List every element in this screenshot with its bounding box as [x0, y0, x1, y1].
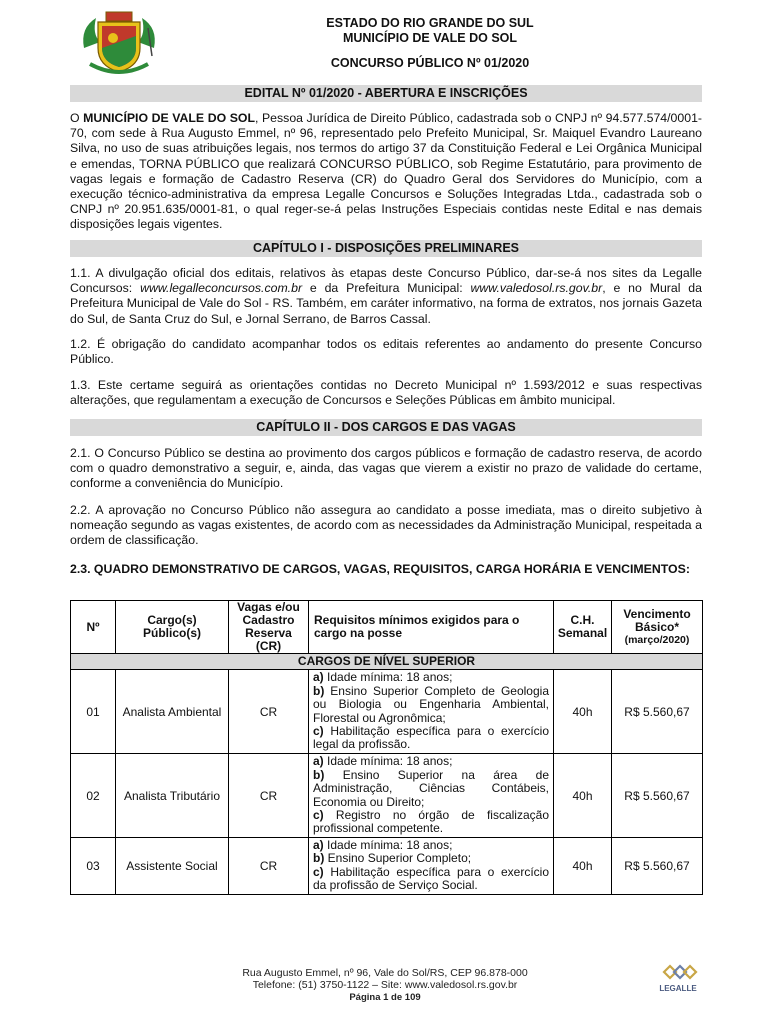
legalle-logo-text: LEGALLE	[659, 984, 697, 993]
row-vagas: CR	[229, 670, 309, 754]
req-b	[313, 852, 549, 865]
req-b-text: Ensino Superior Completo;	[324, 851, 472, 866]
req-c-label: c)	[313, 723, 324, 738]
req-a	[313, 671, 549, 684]
req-a-text: Idade mínima: 18 anos;	[323, 838, 453, 852]
req-c-text: Habilitação específica para o exercício da profissão de Serviço Social.	[313, 864, 549, 893]
req-a-label: a)	[313, 754, 324, 769]
row-vagas: CR	[229, 754, 309, 838]
state-heading: ESTADO DO RIO GRANDE DO SUL	[326, 16, 534, 30]
header-vencimento-label: Vencimento Básico*	[623, 606, 691, 634]
req-b-label: b)	[313, 851, 325, 866]
row-requisitos	[309, 754, 554, 838]
page-number: Página 1 de 109	[349, 992, 421, 1003]
row-requisitos	[309, 838, 554, 895]
req-c	[313, 809, 549, 836]
municipality-heading: MUNICÍPIO DE VALE DO SOL	[342, 31, 518, 45]
intro-paragraph	[70, 111, 702, 233]
paragraph-1-3: 1.3. Este certame seguirá as orientações contidas no Decreto Municipal nº 1.593/2012 e suas respectivas alterações, que regulamentam a execução de Concursos e Seleções Públicas em âmbito municipal.	[70, 378, 702, 408]
row-vencimento: R$ 5.560,67	[612, 670, 703, 754]
header-cargo: Cargo(s) Público(s)	[116, 601, 229, 654]
paragraph-1-2: 1.2. É obrigação do candidato acompanhar todos os editais referentes ao andamento do presente Concurso Público.	[70, 337, 702, 367]
row-cargo: Analista Ambiental	[116, 670, 229, 754]
req-c	[313, 725, 549, 752]
table-row	[71, 754, 703, 838]
p11-text-b: e da Prefeitura Municipal:	[302, 281, 471, 296]
chapter-2-title-band: CAPÍTULO II - DOS CARGOS E DAS VAGAS	[70, 419, 702, 436]
req-b-label: b)	[313, 767, 325, 782]
row-requisitos	[309, 670, 554, 754]
paragraph-2-1: 2.1. O Concurso Público se destina ao provimento dos cargos públicos e formação de cadastro reserva, de acordo com o quadro demonstrativo a seguir, e, ainda, das vagas que vierem a existir no prazo de validade do certame, conforme a conveniência do Município.	[70, 446, 702, 491]
table-row	[71, 670, 703, 754]
paragraph-1-1	[70, 266, 702, 327]
legalle-site-link[interactable]: www.legalleconcursos.com.br	[140, 281, 303, 296]
header-vencimento	[612, 601, 703, 654]
row-ch: 40h	[554, 838, 612, 895]
req-c-label: c)	[313, 807, 324, 822]
req-a-text: Idade mínima: 18 anos;	[323, 670, 453, 685]
footer-address: Rua Augusto Emmel, nº 96, Vale do Sol/RS, CEP 96.878-000	[242, 967, 528, 979]
row-vagas: CR	[229, 838, 309, 895]
header-num: Nº	[71, 601, 116, 654]
req-a	[313, 755, 549, 768]
req-b-text: Ensino Superior Completo de Geologia ou Biologia ou Engenharia Ambiental, Florestal ou Agronômica;	[313, 683, 549, 725]
group-label: CARGOS DE NÍVEL SUPERIOR	[71, 654, 703, 670]
prefeitura-site-link[interactable]: www.valedosol.rs.gov.br	[470, 281, 603, 296]
req-a-text: Idade mínima: 18 anos;	[323, 754, 453, 769]
paragraph-2-3-title: 2.3. QUADRO DEMONSTRATIVO DE CARGOS, VAGAS, REQUISITOS, CARGA HORÁRIA E VENCIMENTOS:	[70, 562, 690, 576]
footer-contact: Telefone: (51) 3750-1122 – Site: www.valedosol.rs.gov.br	[252, 979, 518, 991]
crest-icon	[78, 8, 160, 78]
header-ch: C.H. Semanal	[554, 601, 612, 654]
row-cargo: Analista Tributário	[116, 754, 229, 838]
row-ch: 40h	[554, 670, 612, 754]
req-a	[313, 839, 549, 852]
intro-lead: O	[70, 111, 84, 125]
p11-text-c: , e no Mural da Prefeitura Municipal de Vale do Sol - RS. Também, em caráter informativo, na forma de extratos, nos jornais Gazeta do Sul, de Santa Cruz do Sul, e Jornal Serrano, de Barros Cassal.	[70, 281, 702, 326]
table-header-row	[71, 601, 703, 654]
row-cargo: Assistente Social	[116, 838, 229, 895]
req-a-label: a)	[313, 670, 324, 685]
contest-heading: CONCURSO PÚBLICO Nº 01/2020	[330, 56, 530, 70]
p11-text-a: 1.1. A divulgação oficial dos editais, relativos às etapas deste Concurso Público, dar-se-á nos sites da Legalle Concursos:	[70, 266, 702, 296]
header-vencimento-date: (março/2020)	[624, 633, 690, 646]
paragraph-2-2: 2.2. A aprovação no Concurso Público não assegura ao candidato a posse imediata, mas o direito subjetivo à nomeação segundo as vagas existentes, de acordo com as necessidades da Administração Municipal, respeitada a ordem de classificação.	[70, 503, 702, 548]
header-vagas: Vagas e/ou Cadastro Reserva (CR)	[229, 601, 309, 654]
req-b-label: b)	[313, 683, 325, 698]
req-b	[313, 769, 549, 809]
row-vencimento: R$ 5.560,67	[612, 754, 703, 838]
positions-table	[70, 600, 703, 895]
group-row	[71, 654, 703, 670]
req-a-label: a)	[313, 838, 324, 852]
row-num: 02	[71, 754, 116, 838]
table-row	[71, 838, 703, 895]
intro-body: , Pessoa Jurídica de Direito Público, cadastrada sob o CNPJ nº 94.577.574/0001-70, com sede à Rua Augusto Emmel, nº 96, representado pelo Prefeito Municipal, Sr. Maiquel Evandro Laureano Silva, no uso de suas atribuições legais, nos termos do artigo 37 da Constituição Federal e Lei Orgânica Municipal e emendas, TORNA PÚBLICO que realizará CONCURSO PÚBLICO, sob Regime Estatutário, para provimento de vagas legais e formação de Cadastro Reserva (CR) do Quadro Geral dos Servidores do Município, com a execução técnico-administrativa da empresa Legalle Concursos e Soluções Integradas Ltda., cadastrada sob o CNPJ nº 20.951.635/0001-81, o qual reger-se-á pelas Instruções Especiais contidas neste Edital e nas demais disposições legais vigentes.	[70, 111, 703, 232]
req-c-text: Registro no órgão de fiscalização profissional competente.	[313, 807, 549, 836]
req-b	[313, 685, 549, 725]
intro-municipality-name: MUNICÍPIO DE VALE DO SOL	[83, 111, 255, 125]
row-num: 03	[71, 838, 116, 895]
row-ch: 40h	[554, 754, 612, 838]
legalle-logo-icon	[654, 962, 702, 998]
req-c-text: Habilitação específica para o exercício legal da profissão.	[313, 723, 549, 752]
chapter-1-title-band: CAPÍTULO I - DISPOSIÇÕES PRELIMINARES	[70, 240, 702, 257]
req-c-label: c)	[313, 864, 324, 879]
edital-title-band: EDITAL Nº 01/2020 - ABERTURA E INSCRIÇÕES	[70, 85, 702, 102]
req-b-text: Ensino Superior na área de Administração, Ciências Contábeis, Economia ou Direito;	[313, 767, 549, 809]
row-vencimento: R$ 5.560,67	[612, 838, 703, 895]
req-c	[313, 866, 549, 893]
row-num: 01	[71, 670, 116, 754]
header-requisitos: Requisitos mínimos exigidos para o cargo na posse	[309, 601, 554, 654]
